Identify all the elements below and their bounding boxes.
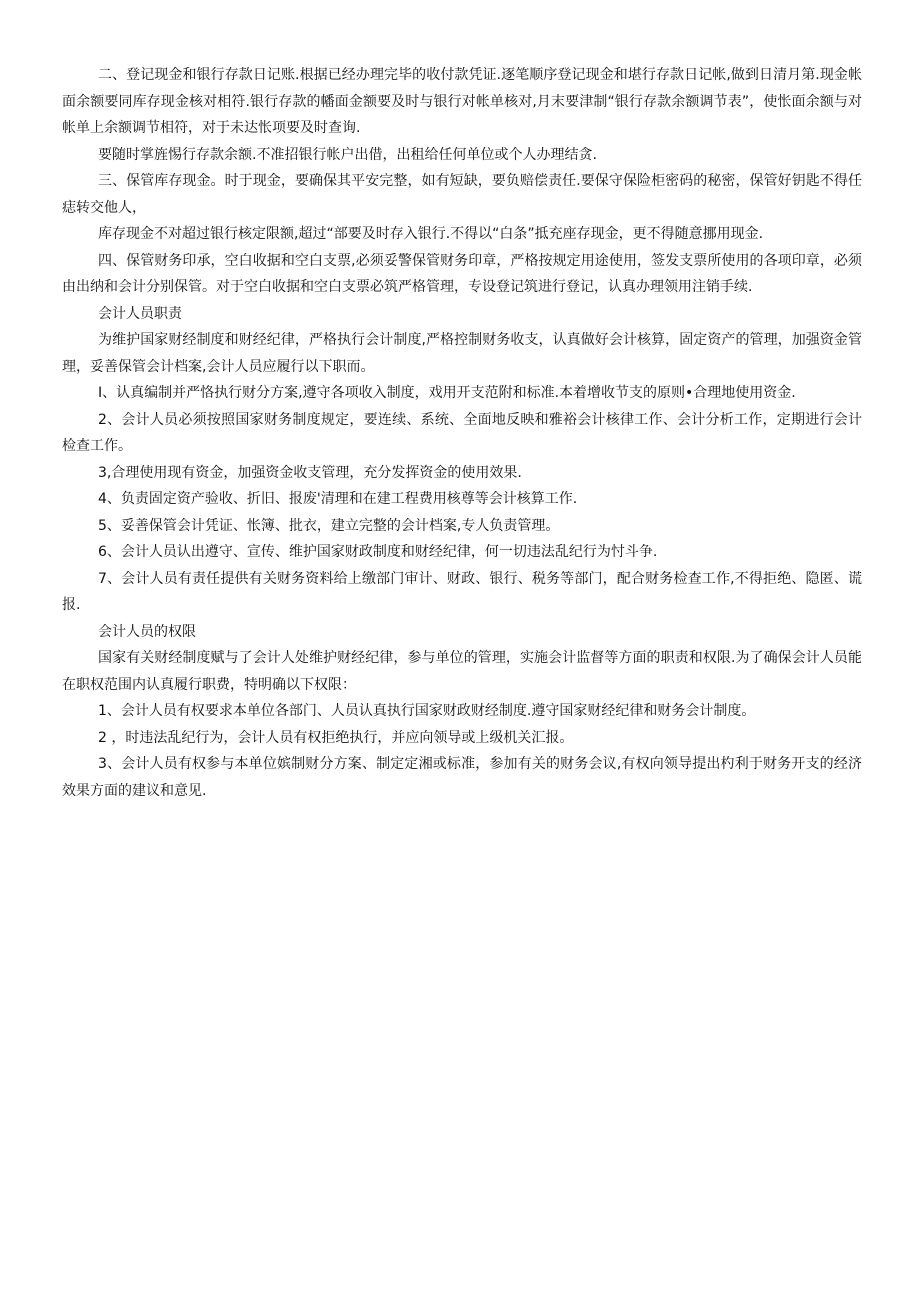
paragraph-cash-limit: 库存现金不对超过银行核定限额,超过“部要及时存入银行.不得以“白条”抵充座存现金，更不得随意挪用现金.: [98, 226, 764, 242]
duty-item-3: 3,合理使用现有资金，加强资金收支管理，充分发挥资金的使用效果.: [98, 464, 522, 481]
section-heading-duties: 会计人员职责: [98, 305, 182, 322]
paragraph-authority-intro: 国家有关财经制度赋与了会计人处维护财经纪律，参与单位的管理，实施会计监督等方面的职责和权限.为了确保会计人员能在职权范围内认真履行职费，特明确以下权限：: [62, 650, 862, 693]
authority-item-3: 3、会计人员有权参与本单位嫔制财分方案、制定定湘或标准，参加有关的财务会议,有权向领导提出杓利于财务开支的经济效果方面的建议和意见.: [62, 756, 862, 799]
paragraph-cash-custody: 三、保管库存现金。时于现金，要确保其平安完整，如有短缺，要负赔偿责任.要保守保险柜密码的秘密，保管好钥匙不得任痣转交他人，: [62, 173, 862, 216]
authority-item-1: 1、会计人员有权要求本单位各部门、人员认真执行国家财政财经制度.遵守国家财经纪律和财务会计制度。: [98, 703, 756, 719]
paragraph-seal-custody: 四、保管财务印承，空白收据和空白支票,必须妥警保管财务印章，严格按规定用途使用，签发支票所使用的各项印章，必须由出纳和会计分别保管。对于空白收据和空白支票必筑严格管理，专设登记筑进行登记，认真办理领用注销手续.: [62, 252, 862, 295]
document-page: [62, 62, 862, 804]
duty-item-7: 7、会计人员有责任提供有关财务资料给上缴部门审计、财政、银行、税务等部门，配合财务检查工作,不得拒绝、隐匿、谎报.: [62, 570, 862, 613]
duty-item-5: 5、妥善保管会计凭证、怅簿、批衣，建立完整的会计档案,专人负责管理。: [98, 517, 560, 534]
duty-item-2: 2、会计人员必须按照国家财务制度规定，要连续、系统、全面地反映和雅裕会计核律工作、会计分析工作，定期进行会计检查工作。: [62, 411, 862, 454]
duty-item-1: I、认真编制并严恪执行财分方案,遵守各项收入制度，戏用开支范附和标准.本着增收节支的原则•合理地使用资金.: [98, 385, 796, 401]
duty-item-6: 6、会计人员认出遵守、宣传、维护国家财政制度和财经纪律，何一切违法乱纪行为忖斗争.: [98, 544, 658, 560]
paragraph-bank-balance: 要随时掌旌惕行存款余额.不准招银行帐户出借，出租给任何单位或个人办理结贪.: [98, 146, 597, 163]
paragraph-register-journals: 二、登记现金和银行存款日记账.根据已经办理完毕的收付款凭证.逐笔顺序登记现金和堪行存款日记帐,做到日清月第.现金帐面余额要同库存现金核对相符.银行存款的幡面金额要及时与银行对帐单核对,月末要津制“银行存款余额调节表”，使怅面余额与对帐单上余额调节相符，对于未达怅项要及时查询.: [62, 67, 862, 136]
duty-item-4: 4、负责固定资产验收、折旧、报废'清理和在建工程费用核尊等会计核算工作.: [98, 491, 578, 507]
authority-item-2: 2 ，时违法乱纪行为，会计人员有权拒绝执行，并应向领导或上级机关汇报。: [98, 729, 574, 746]
section-heading-authority: 会计人员的权限: [98, 623, 196, 640]
paragraph-duties-intro: 为维护国家财经制度和财经纪律，严格执行会计制度,严格控制财务收支，认真做好会计核算，固定资产的管理，加强资金管理，妥善保管会计档案,会计人员应履行以下职而。: [62, 332, 862, 375]
